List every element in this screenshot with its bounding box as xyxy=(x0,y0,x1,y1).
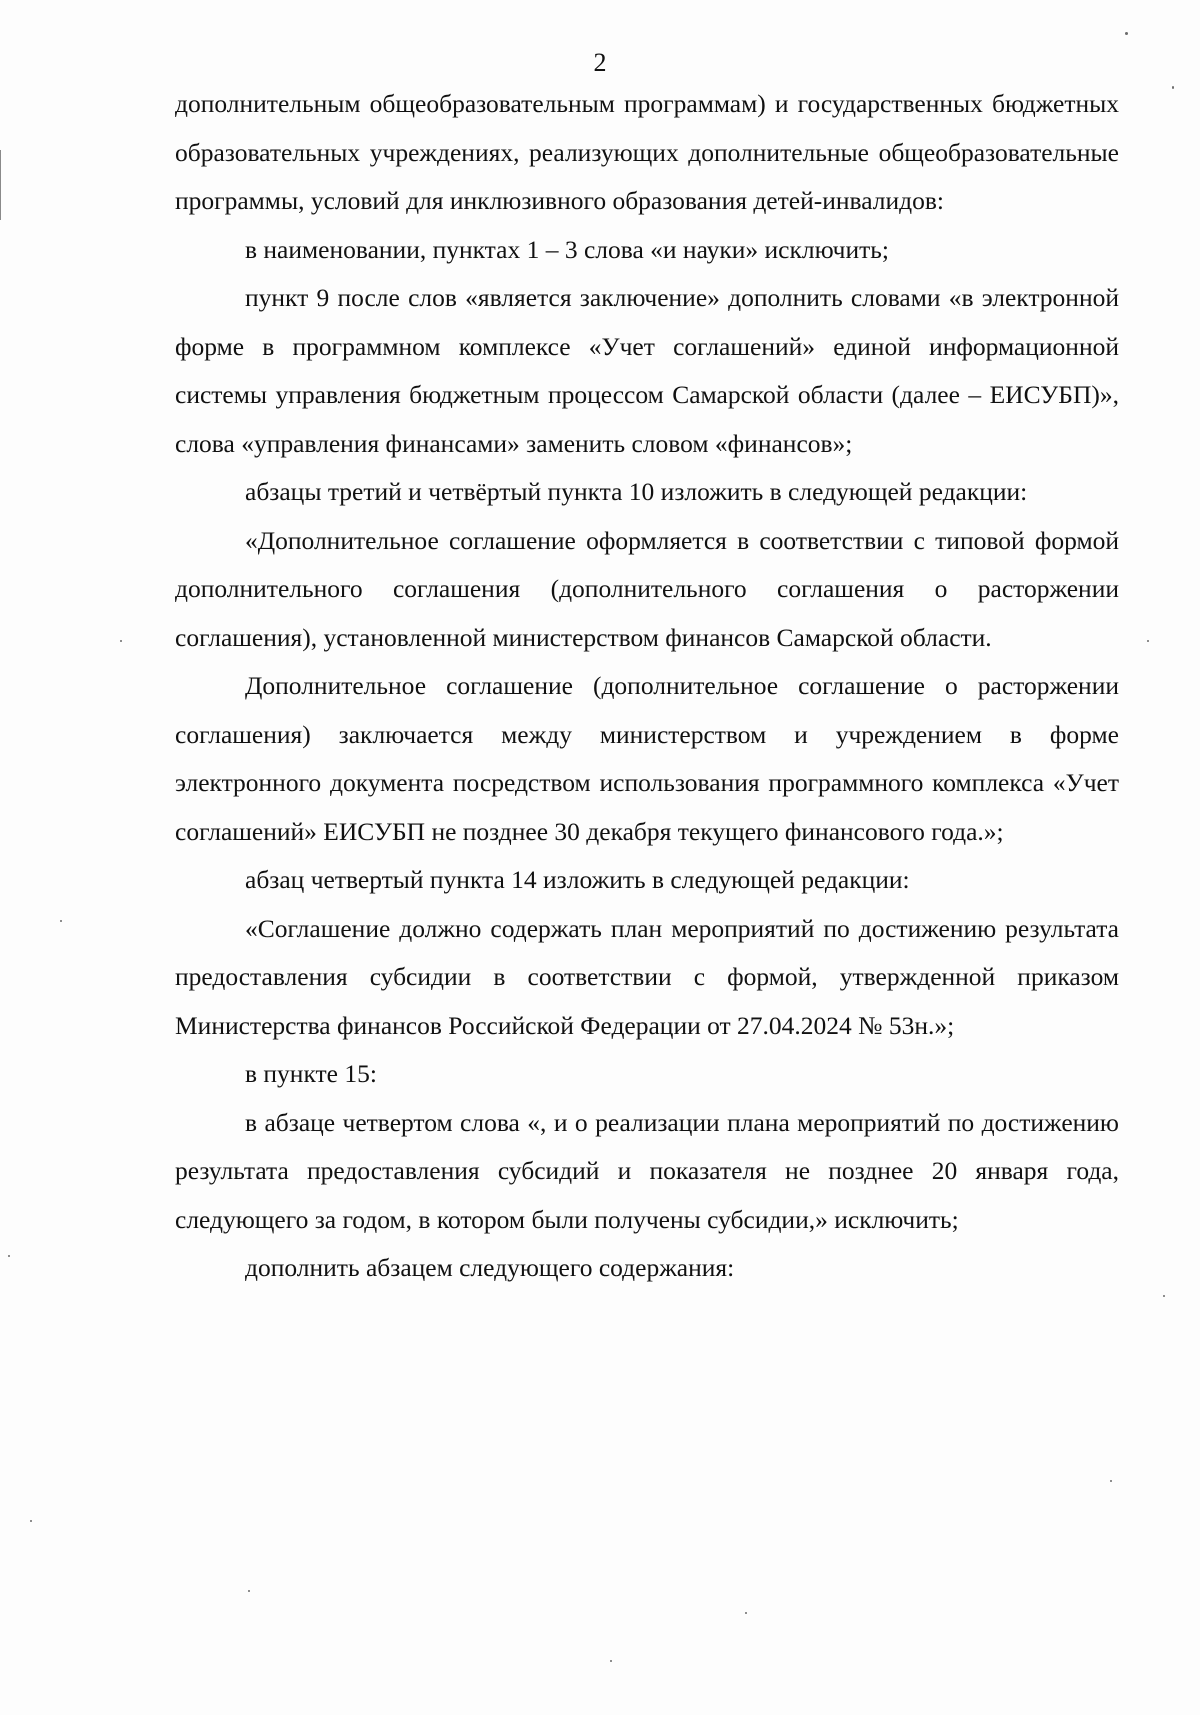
paragraph-continuation: дополнительным общеобразовательным программам) и государственных бюджетных образовательных учреждениях, реализующих дополнительные общеобразовательные программы, условий для инклюзивного образования детей-инвалидов: xyxy=(175,89,1119,215)
paragraph-agreement-plan: «Соглашение должно содержать план мероприятий по достижению результата предоставления субсидии в соответствии с формой, утвержденной приказом Министерства финансов Российской Федерации от 27.04.2024 № 53н.»; xyxy=(175,913,1119,1040)
page-number: 2 xyxy=(593,48,607,77)
scan-speck xyxy=(1172,86,1174,89)
scan-speck xyxy=(1110,1480,1112,1482)
paragraph-add-clause: дополнить абзацем следующего содержания: xyxy=(245,1253,735,1282)
paragraph-additional-agreement-form: «Дополнительное соглашение оформляется в соответствии с типовой формой дополнительного соглашения (дополнительного соглашения о расторжении соглашения), установленной министерством финансов Самарской области. xyxy=(175,525,1119,652)
scan-speck xyxy=(120,640,122,642)
paragraph-point-15-fourth: в абзаце четвертом слова «, и о реализации плана мероприятий по достижению результата предоставления субсидий и показателя не позднее 20 января года, следующего за годом, в котором были получены субсидии,» исключить; xyxy=(175,1107,1119,1234)
scan-edge-mark xyxy=(0,150,1,220)
scan-speck xyxy=(8,1255,10,1257)
paragraph-additional-agreement-conclusion: Дополнительное соглашение (дополнительное соглашение о расторжении соглашения) заключается между министерством и учреждением в форме электронного документа посредством использования программного комплекса «Учет соглашений» ЕИСУБП не позднее 30 декабря текущего финансового года.»; xyxy=(175,671,1119,846)
scan-speck xyxy=(60,920,62,922)
paragraph-point-10-intro: абзацы третий и четвёртый пункта 10 изложить в следующей редакции: xyxy=(245,477,1028,506)
scan-speck xyxy=(1147,640,1149,642)
paragraph-amendment-name: в наименовании, пунктах 1 – 3 слова «и науки» исключить; xyxy=(245,234,889,264)
scan-speck xyxy=(745,1612,747,1614)
scan-speck xyxy=(610,1660,612,1662)
paragraph-point-9: пункт 9 после слов «является заключение» дополнить словами «в электронной форме в программном комплексе «Учет соглашений» единой информационной системы управления бюджетным процессом Самарской области (далее – ЕИСУБП)», слова «управления финансами» заменить словом «финансов»; xyxy=(175,283,1119,458)
document-body xyxy=(175,80,1119,1293)
paragraph-point-15-intro: в пункте 15: xyxy=(245,1059,377,1088)
scan-speck xyxy=(1163,1295,1165,1297)
scan-speck xyxy=(30,1520,32,1522)
paragraph-point-14-intro: абзац четвертый пункта 14 изложить в следующей редакции: xyxy=(245,865,910,894)
scan-speck xyxy=(1125,32,1128,35)
scan-speck xyxy=(248,1590,250,1592)
